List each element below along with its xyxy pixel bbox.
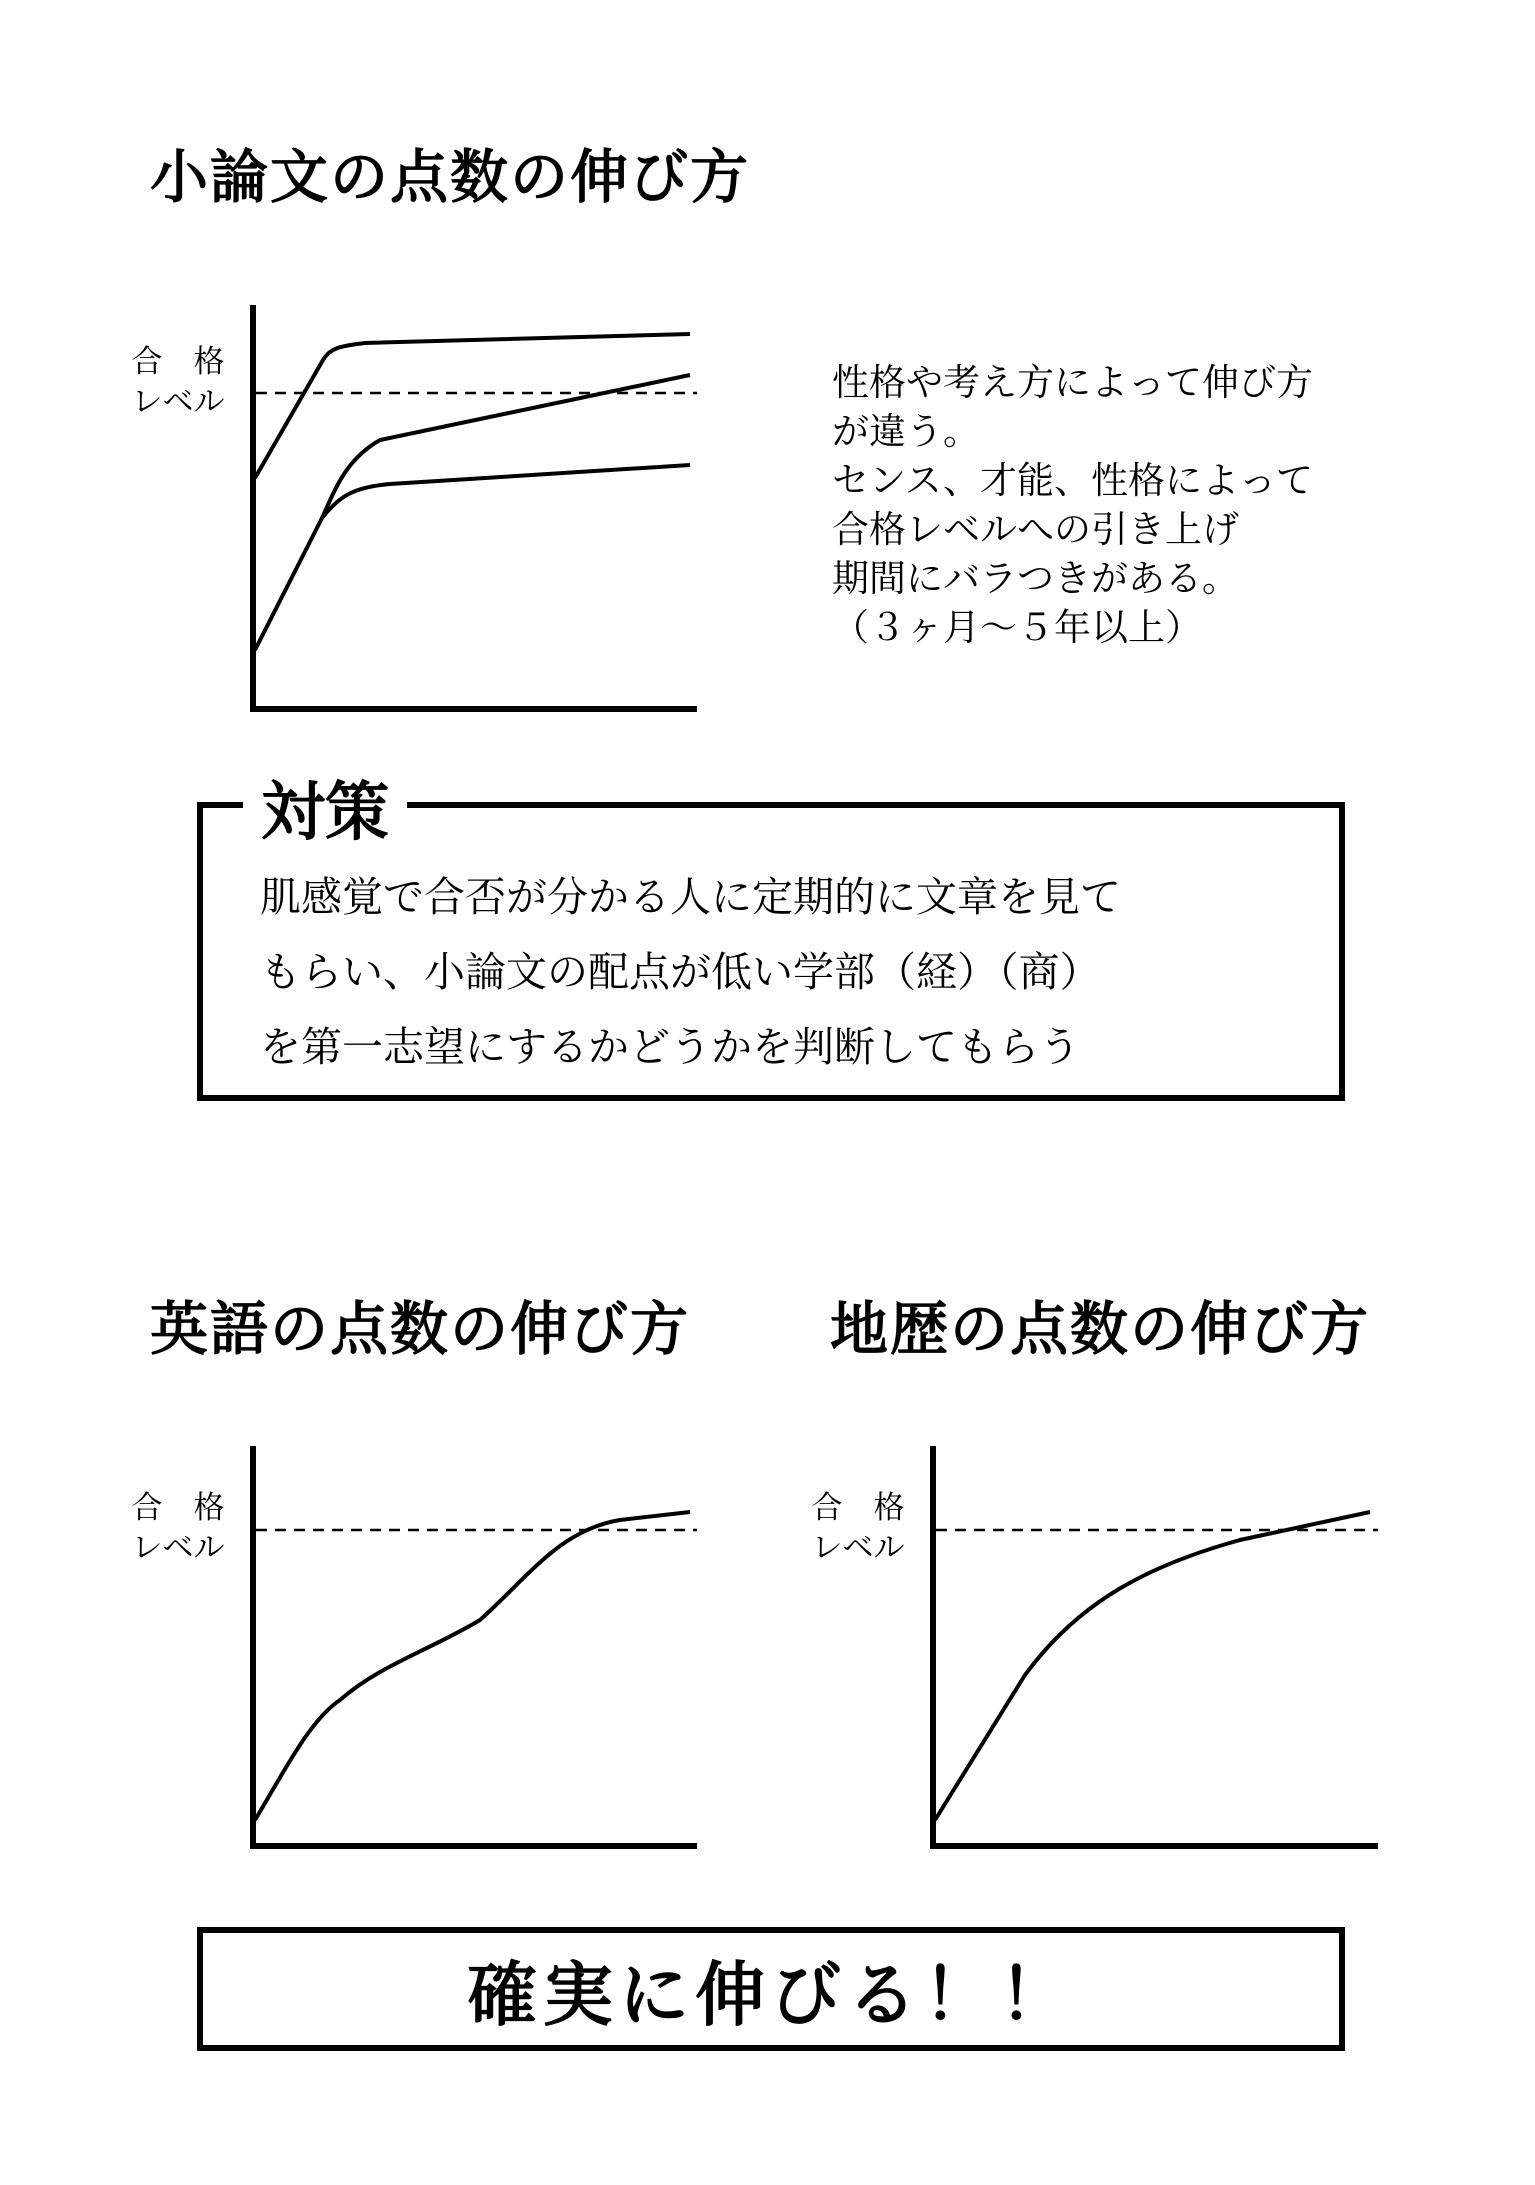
countermeasure-body: 肌感覚で合否が分かる人に定期的に文章を見て もらい、小論文の配点が低い学部（経）（商） を第一志望にするかどうかを判断してもらう <box>260 873 1121 1071</box>
english-title: 英語の点数の伸び方 <box>150 1295 691 1363</box>
english-ylabel-line2: レベル <box>131 1530 225 1566</box>
english-graph <box>250 1446 697 1849</box>
english-curve <box>255 1512 690 1820</box>
essay-curve-medium <box>255 375 690 650</box>
conclusion-box <box>197 1927 1345 2051</box>
history-ylabel <box>798 1488 918 1568</box>
english-ylabel-line1: 合 格 <box>131 1490 225 1526</box>
essay-title: 小論文の点数の伸び方 <box>150 143 751 211</box>
history-ylabel-line1: 合 格 <box>811 1490 905 1526</box>
english-ylabel <box>118 1488 238 1568</box>
conclusion-text: 確実に伸びる！！ <box>467 1953 1075 2036</box>
essay-curve-slow <box>322 465 690 518</box>
essay-description: 性格や考え方によって伸び方 が違う。 センス、才能、性格によって 合格レベルへの引き上げ 期間にバラつきがある。 （３ヶ月〜５年以上） <box>832 361 1313 649</box>
history-title: 地歴の点数の伸び方 <box>830 1295 1371 1363</box>
history-graph <box>930 1446 1378 1849</box>
essay-ylabel-line2: レベル <box>131 384 225 420</box>
essay-curve-fast <box>255 334 690 478</box>
countermeasure-title: 対策 <box>243 781 407 845</box>
history-ylabel-line2: レベル <box>811 1530 905 1566</box>
essay-graph <box>250 305 697 712</box>
history-curve <box>935 1512 1370 1820</box>
essay-ylabel-line1: 合 格 <box>131 344 225 380</box>
